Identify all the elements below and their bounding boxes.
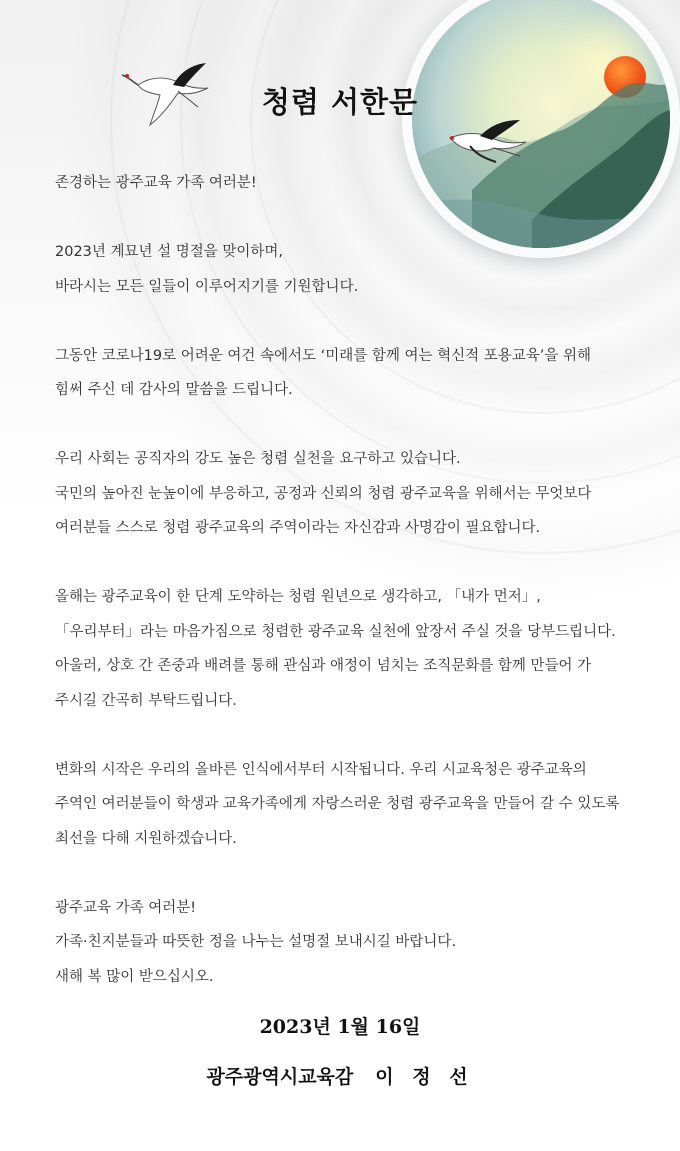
paragraph-line: 주역인 여러분들이 학생과 교육가족에게 자랑스러운 청렴 광주교육을 만들어 갈 수 있도록 xyxy=(55,796,620,812)
letter-date: 2023년 1월 16일 xyxy=(259,1016,421,1038)
paragraph-line: 국민의 높아진 눈높이에 부응하고, 공정과 신뢰의 청렴 광주교육을 위해서는 무엇보다 xyxy=(55,485,592,502)
paragraph-line: 최선을 다해 지원하겠습니다. xyxy=(55,830,237,847)
paragraph-line: 새해 복 많이 받으십시오. xyxy=(55,968,214,985)
paragraph-line: 올해는 광주교육이 한 단계 도약하는 청렴 원년으로 생각하고, 「내가 먼저」, xyxy=(55,589,541,605)
paragraph-line: 존경하는 광주교육 가족 여러분! xyxy=(55,175,257,191)
paragraph xyxy=(55,442,655,546)
paragraph-line: 아울러, 상호 간 존중과 배려를 통해 관심과 애정이 넘치는 조직문화를 함께 만들어 가 xyxy=(55,658,592,674)
signer-name: 이 정 선 xyxy=(375,1066,474,1088)
paragraph-line: 여러분들 스스로 청렴 광주교육의 주역이라는 자신감과 사명감이 필요합니다. xyxy=(55,520,541,536)
paragraph-line: 변화의 시작은 우리의 올바른 인식에서부터 시작됩니다. 우리 시교육청은 광주교육의 xyxy=(55,761,587,778)
paragraph xyxy=(55,753,655,857)
letter-body xyxy=(55,166,655,994)
paragraph xyxy=(55,580,655,718)
paragraph-line: 광주교육 가족 여러분! xyxy=(55,899,197,916)
paragraph-line: 힘써 주신 데 감사의 말씀을 드립니다. xyxy=(55,382,293,398)
paragraph xyxy=(55,166,655,201)
paragraph-line: 우리 사회는 공직자의 강도 높은 청렴 실천을 요구하고 있습니다. xyxy=(55,451,461,467)
crane-right-icon xyxy=(440,118,530,168)
paragraph-line: 「우리부터」라는 마음가짐으로 청렴한 광주교육 실천에 앞장서 주실 것을 당부드립니다. xyxy=(55,623,616,640)
signer-organization: 광주광역시교육감 xyxy=(206,1066,354,1088)
paragraph-line: 주시길 간곡히 부탁드립니다. xyxy=(55,692,237,709)
paragraph-line: 2023년 계묘년 설 명절을 맞이하며, xyxy=(55,244,284,260)
paragraph xyxy=(55,891,655,995)
signature-block xyxy=(0,1062,680,1089)
paragraph-line: 바라시는 모든 일들이 이루어지기를 기원합니다. xyxy=(55,278,359,295)
paragraph xyxy=(55,339,655,408)
paragraph-line: 가족·친지분들과 따뜻한 정을 나누는 설명절 보내시길 바랍니다. xyxy=(55,934,457,950)
paragraph xyxy=(55,235,655,304)
paragraph-line: 그동안 코로나19로 어려운 여건 속에서도 ‘미래를 함께 여는 혁신적 포용교육’을 위해 xyxy=(55,347,591,364)
letter-title: 청렴 서한문 xyxy=(261,85,419,119)
